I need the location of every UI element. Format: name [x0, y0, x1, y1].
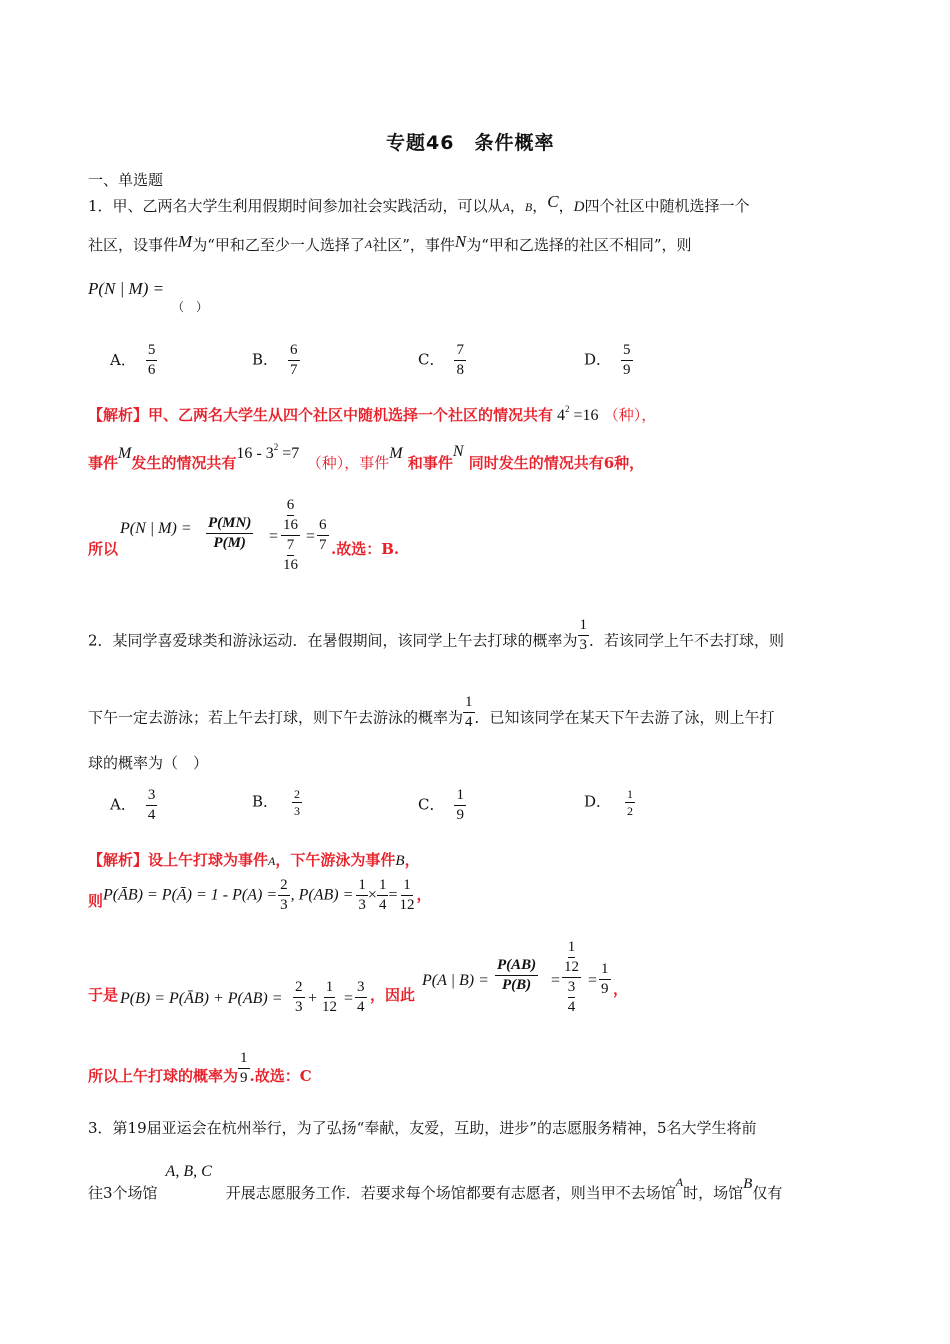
math-denominator: 3 [295, 999, 303, 1015]
q3-line-2 [88, 1160, 783, 1202]
solution-text: 同时发生的情况共有6种， [468, 454, 645, 472]
option-numerator: 2 [294, 787, 301, 801]
option-denominator: 4 [147, 807, 156, 823]
math-numerator: 1 [463, 695, 475, 713]
option-denominator: 2 [627, 804, 634, 818]
math: = [588, 972, 598, 989]
option-label: D． [584, 350, 612, 369]
q2-option-a[interactable] [110, 788, 157, 823]
math: P(B) = P(ĀB) + P(AB) = [120, 990, 283, 1007]
math-numerator: P(MN) [206, 516, 253, 534]
math-exponent: 2 [565, 404, 570, 414]
option-denominator: 9 [623, 362, 631, 378]
option-numerator: 5 [621, 343, 633, 361]
q2-option-c[interactable] [418, 788, 466, 823]
math-denominator: 9 [240, 1070, 248, 1086]
q2-text: 2．某同学喜爱球类和游泳运动．在暑假期间，该同学上午去打球的概率为 [88, 631, 578, 650]
solution-text: （种）， [603, 406, 657, 424]
q1-solution-line-2 [88, 442, 645, 473]
q2-solution-line-4 [88, 1051, 312, 1086]
solution-text: ，下午游泳为事件 [275, 851, 396, 869]
q1-option-a[interactable] [110, 343, 157, 378]
q2-text: ．若该同学上午不去打球，则 [589, 631, 785, 650]
q3-text: 时，场馆 [683, 1184, 744, 1202]
math-var: A, B, C [165, 1163, 212, 1180]
math-numerator: 1 [578, 618, 590, 636]
math: 4 [567, 999, 576, 1015]
solution-text: （种），事件 [314, 454, 390, 472]
option-numerator: 7 [454, 343, 466, 361]
solution-text: 发生的情况共有 [131, 454, 237, 472]
q3-text: 开展志愿服务工作．若要求每个场馆都要有志愿者，则当甲不去场馆 [225, 1184, 676, 1202]
math: 1 [568, 940, 576, 958]
math: 6 [287, 498, 295, 516]
math-denominator: 7 [319, 537, 327, 553]
math-var: B [395, 853, 405, 869]
q2-text: 下午一定去游泳；若上午去打球，则下午去游泳的概率为 [88, 708, 464, 727]
q1-text: 为“甲和乙至少一人选择了 [192, 236, 365, 254]
math: P(ĀB) = P(Ā) = 1 - P(A) = [103, 886, 278, 904]
q1-var-n: N [454, 232, 467, 251]
math-exponent: 2 [273, 442, 279, 452]
q2-solution-line-2 [88, 878, 431, 913]
q2-line-1 [88, 617, 785, 659]
q1-text: 四个社区中随机选择一个 [584, 197, 750, 215]
q1-line-1: 1．甲、乙两名大学生利用假期时间参加社会实践活动，可以从A，B，C，D四个社区中随机选择一个 [88, 192, 750, 215]
q1-solution-line-1 [88, 404, 656, 425]
solution-text: ， [613, 980, 629, 998]
math: × [367, 886, 377, 904]
solution-text: 所以上午打球的概率为 [88, 1066, 239, 1085]
math-numerator: P(AB) [495, 958, 538, 976]
option-numerator: 6 [288, 343, 300, 361]
math-numerator: 1 [377, 878, 389, 896]
q1-option-d[interactable] [584, 343, 633, 378]
q1-line-2 [88, 234, 692, 255]
math-denominator: P(M) [213, 535, 246, 551]
math: =16 [573, 407, 599, 424]
solution-text: 于是 [88, 986, 119, 1004]
option-denominator: 9 [456, 807, 464, 823]
math-numerator: 1 [401, 878, 413, 896]
math: 16 [283, 517, 298, 533]
option-numerator: 1 [454, 788, 466, 806]
q1-text: 社区”，事件 [372, 236, 455, 254]
math: =7 [282, 445, 300, 462]
q1-text: 1．甲、乙两名大学生利用假期时间参加社会实践活动，可以从 [88, 197, 503, 215]
section-heading: 一、单选题 [88, 171, 164, 189]
math: 16 - 3 [236, 445, 274, 462]
q1-var-c: C [547, 192, 559, 211]
option-denominator: 3 [294, 804, 301, 818]
math: P(A | B) = [422, 972, 489, 989]
math-denominator: 3 [280, 897, 288, 913]
option-numerator: 5 [146, 343, 158, 361]
option-label: A． [110, 795, 136, 814]
math: 16 [283, 557, 298, 573]
solution-tag: 【解析】 [88, 851, 149, 869]
math-denominator: 3 [579, 637, 588, 653]
q3-text: 仅有 [752, 1184, 783, 1202]
option-label: C． [418, 350, 445, 369]
math-numerator: 1 [238, 1051, 250, 1069]
option-label: B． [252, 350, 279, 369]
math: 7 [287, 538, 295, 556]
option-numerator: 3 [146, 788, 158, 806]
q1-option-c[interactable] [418, 343, 466, 378]
math-var: B [743, 1176, 753, 1192]
q3-text: 往3个场馆 [88, 1184, 158, 1202]
q1-text: 社区，设事件 [88, 236, 179, 254]
q2-option-d[interactable] [584, 788, 635, 817]
q2-line-2 [88, 694, 775, 736]
q1-var-b: B [524, 200, 533, 214]
math-denominator: 3 [358, 897, 366, 913]
solution-text: 事件 [88, 454, 119, 472]
math: = [344, 990, 354, 1007]
solution-text: ，因此 [370, 986, 416, 1004]
math-numerator: 1 [356, 878, 368, 896]
math-numerator: 1 [599, 962, 611, 980]
math-var: N [452, 443, 464, 460]
solution-text: 甲、乙两名大学生从四个社区中随机选择一个社区的情况共有 [148, 406, 554, 424]
option-denominator: 8 [456, 362, 464, 378]
math: , P(AB) = [290, 886, 354, 904]
option-denominator: 7 [290, 362, 298, 378]
solution-text: .故选：C [249, 1066, 312, 1085]
option-label: A． [110, 350, 136, 369]
math-denominator: 12 [322, 999, 337, 1015]
solution-text: ， [404, 851, 420, 869]
q3-line-1: 3．第19届亚运会在杭州举行，为了弘扬“奉献，友爱，互助，进步”的志愿服务精神，5名大学生将前 [88, 1119, 757, 1137]
math-numerator: 2 [293, 980, 305, 998]
solution-text: 所以 [88, 540, 119, 558]
math: + [308, 990, 318, 1007]
math: P(N | M) = [120, 520, 192, 537]
solution-text: ， [416, 885, 432, 904]
solution-text: 设上午打球为事件 [148, 851, 269, 869]
solution-text: .故选：B. [331, 540, 400, 558]
math-var: A [268, 854, 276, 868]
math-denominator: 4 [465, 714, 473, 730]
math-denominator: 12 [399, 897, 415, 913]
math-denominator: P(B) [502, 977, 532, 993]
math: = [388, 886, 398, 904]
math-numerator: 3 [355, 980, 367, 998]
math-numerator: 1 [324, 980, 336, 998]
solution-text: 和事件 [407, 454, 453, 472]
option-label: B． [252, 792, 279, 811]
math-numerator: 6 [317, 518, 329, 536]
math-var: A [675, 1175, 684, 1189]
solution-text: 则 [88, 891, 104, 910]
q1-var-a: A [502, 200, 510, 214]
math: 12 [564, 959, 579, 975]
q2-text: ．已知该同学在某天下午去游了泳，则上午打 [474, 708, 775, 727]
math-var: M [118, 445, 132, 462]
q1-paren: （ ） [172, 300, 209, 314]
math: 3 [568, 980, 576, 998]
q1-var-d: D [573, 199, 585, 215]
q2-option-b[interactable] [252, 788, 302, 817]
page-title: 专题46 条件概率 [386, 132, 555, 154]
q2-solution-line-1 [88, 849, 420, 870]
math-denominator: 4 [357, 999, 365, 1015]
math-denominator: 4 [378, 897, 387, 913]
option-label: C． [418, 795, 445, 814]
math-var: M [389, 445, 403, 462]
solution-tag: 【解析】 [88, 406, 149, 424]
option-denominator: 6 [147, 362, 156, 378]
math-denominator: 9 [601, 981, 609, 997]
q2-line-3: 球的概率为（ ） [88, 754, 209, 772]
q1-text: 为“甲和乙选择的社区不相同”，则 [466, 236, 692, 254]
option-numerator: 1 [627, 787, 634, 801]
q1-option-b[interactable] [252, 343, 300, 378]
q1-var-a2: A [364, 237, 373, 251]
option-label: D． [584, 792, 612, 811]
q1-var-m: M [178, 232, 193, 251]
math: 4 [557, 407, 566, 424]
math-numerator: 2 [278, 878, 290, 896]
q1-expression: P(N | M) = [88, 279, 165, 298]
